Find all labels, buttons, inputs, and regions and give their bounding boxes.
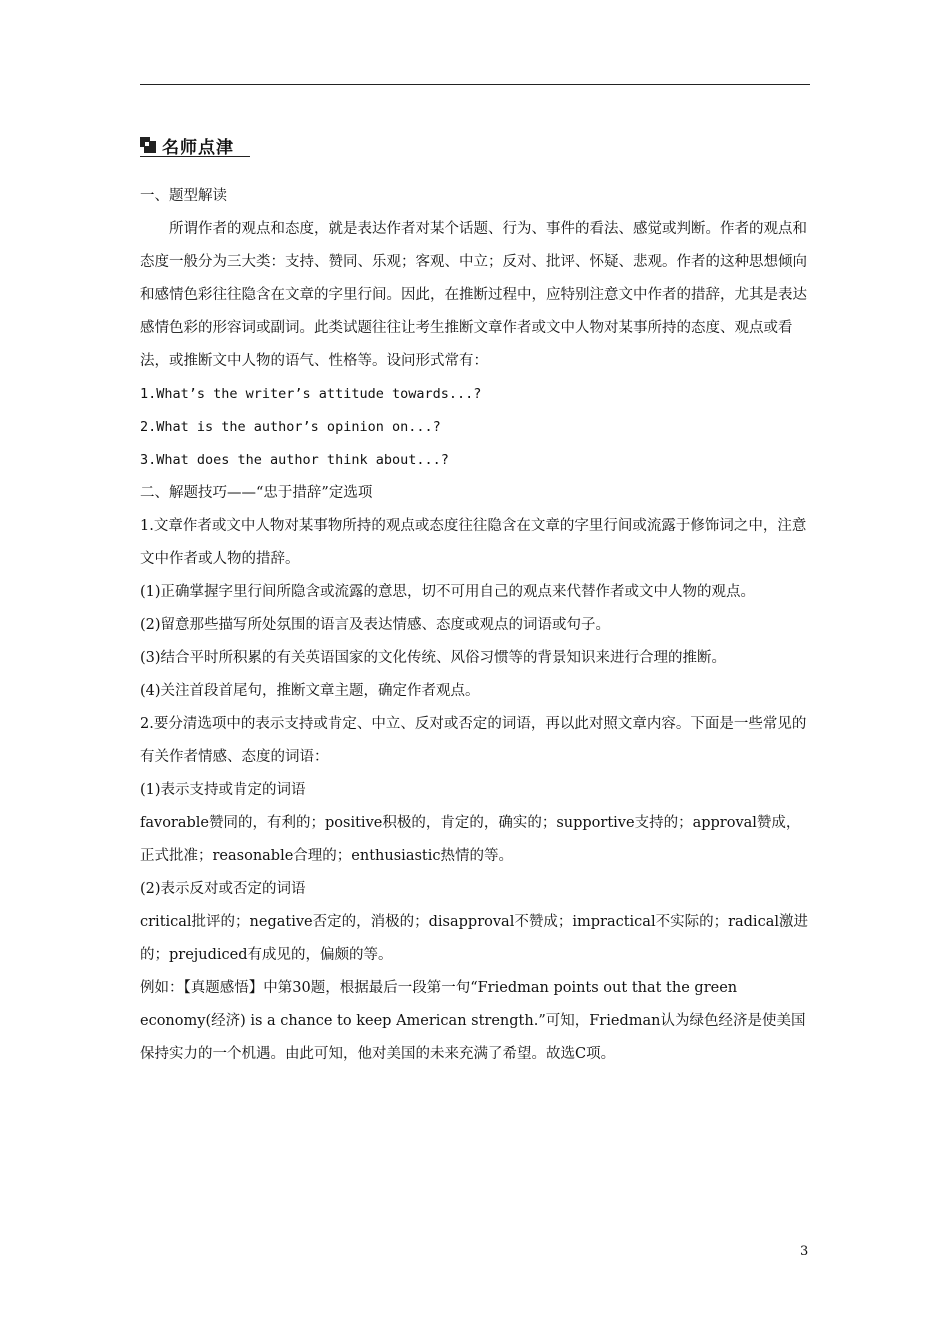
example-paragraph: 例如：【真题感悟】中第30题，根据最后一段第一句“Friedman points out that the green economy(经济) is a chance to keep American strength.”可知，Friedman认为绿色经济是使美国保持实力的一个机遇。由此可知，他对美国的未来充满了希望。故选C项。 [140,980,806,1062]
positive-words: favorable赞同的，有利的；positive积极的，肯定的，确实的；supportive支持的；approval赞成，正式批准；reasonable合理的；enthusiastic热情的等。 [140,815,801,864]
tip-1-item-2: (2)留意那些描写所处氛围的语言及表达情感、态度或观点的词语或句子。 [140,617,611,633]
negative-words: critical批评的；negative否定的，消极的；disapproval不赞成；impractical不实际的；radical激进的；prejudiced有成见的，偏颇的等。 [140,914,808,963]
tip-2: 2.要分清选项中的表示支持或肯定、中立、反对或否定的词语，再以此对照文章内容。下面是一些常见的有关作者情感、态度的词语： [140,716,807,765]
tip-1-item-4: (4)关注首段首尾句，推断文章主题，确定作者观点。 [140,683,480,699]
question-form-1: 1.What’s the writer’s attitude towards...? [140,386,482,402]
heading-underline [140,156,250,157]
section-heading [140,132,234,158]
question-form-3: 3.What does the author think about...? [140,452,449,468]
part2-heading: 二、解题技巧——“忠于措辞”定选项 [140,485,373,501]
page-number: 3 [800,1244,809,1259]
tip-1-item-3: (3)结合平时所积累的有关英语国家的文化传统、风俗习惯等的背景知识来进行合理的推断。 [140,650,727,666]
top-rule [140,84,810,85]
negative-words-heading: (2)表示反对或否定的词语 [140,881,306,897]
intro-paragraph: 所谓作者的观点和态度，就是表达作者对某个话题、行为、事件的看法、感觉或判断。作者的观点和态度一般分为三大类：支持、赞同、乐观；客观、中立；反对、批评、怀疑、悲观。作者的这种思想倾向和感情色彩往往隐含在文章的字里行间。因此，在推断过程中，应特别注意文中作者的措辞，尤其是表达感情色彩的形容词或副词。此类试题往往让考生推断文章作者或文中人物对某事所持的态度、观点或看法，或推断文中人物的语气、性格等。设问形式常有： [140,221,807,369]
document-body [140,180,812,1071]
tip-1: 1.文章作者或文中人物对某事物所持的观点或态度往往隐含在文章的字里行间或流露于修饰词之中，注意文中作者或人物的措辞。 [140,518,807,567]
square-bullet-icon [140,137,156,153]
question-form-2: 2.What is the author’s opinion on...? [140,419,441,435]
section-title: 名师点津 [162,137,234,158]
part1-heading: 一、题型解读 [140,188,227,204]
tip-1-item-1: (1)正确掌握字里行间所隐含或流露的意思，切不可用自己的观点来代替作者或文中人物的观点。 [140,584,756,600]
positive-words-heading: (1)表示支持或肯定的词语 [140,782,306,798]
